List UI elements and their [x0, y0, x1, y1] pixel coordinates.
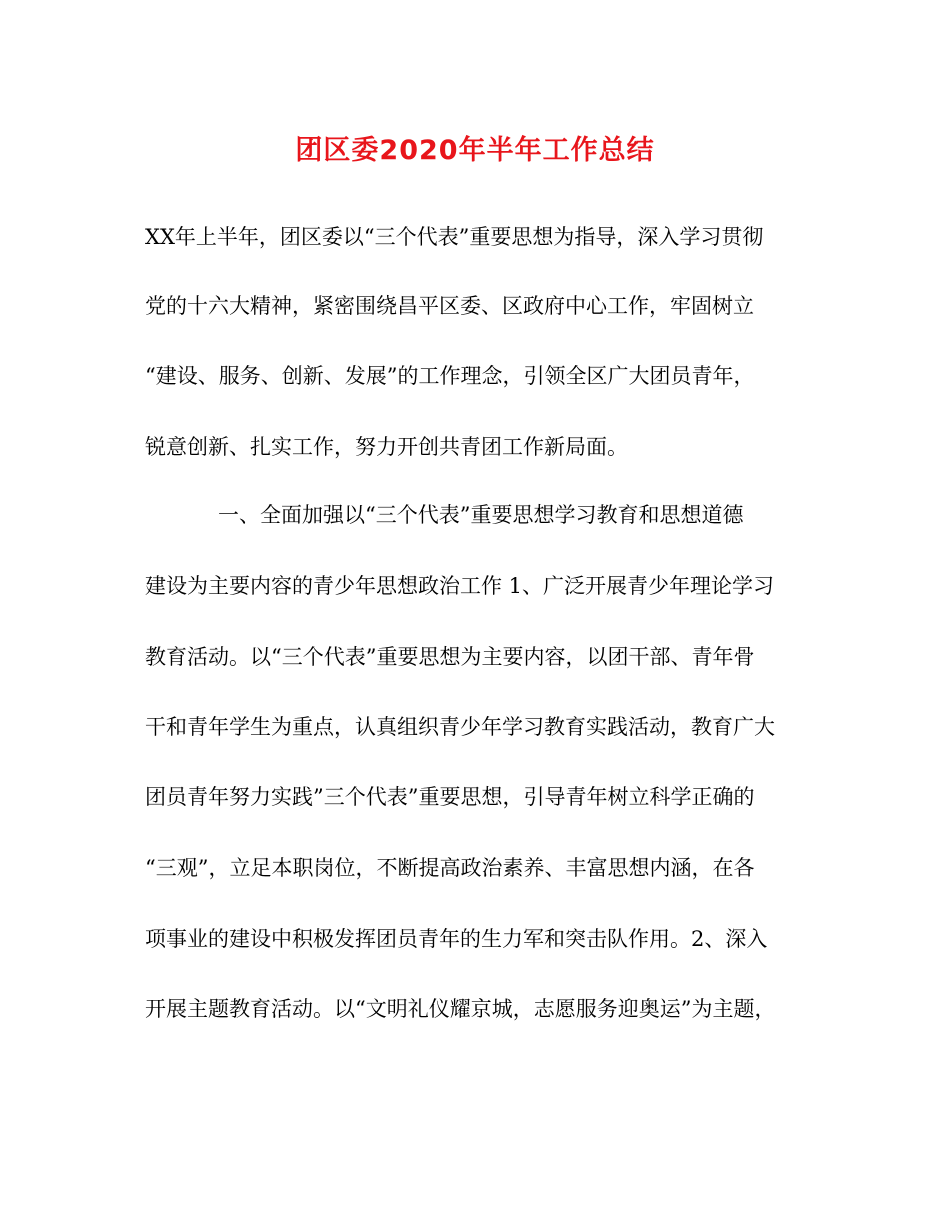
- body-line: 锐意创新、扎实工作，努力开创共青团工作新局面。: [145, 435, 628, 459]
- body-line: 干和青年学生为重点，认真组织青少年学习教育实践活动，教育广大: [145, 715, 775, 739]
- body-line: 团员青年努力实践”三个代表”重要思想，引导青年树立科学正确的: [145, 785, 755, 809]
- body-line: 教育活动。以“三个代表”重要思想为主要内容，以团干部、青年骨: [145, 645, 755, 669]
- body-line: XX年上半年，团区委以“三个代表”重要思想为指导，深入学习贯彻: [145, 225, 764, 249]
- body-line: “建设、服务、创新、发展”的工作理念，引领全区广大团员青年，: [145, 364, 755, 388]
- body-line: 项事业的建设中积极发挥团员青年的生力军和突击队作用。2、深入: [145, 927, 768, 951]
- document-title: 团区委2020年半年工作总结: [295, 135, 655, 166]
- body-line: 一、全面加强以“三个代表”重要思想学习教育和思想道德: [218, 503, 744, 527]
- body-line: 党的十六大精神，紧密围绕昌平区委、区政府中心工作，牢固树立: [145, 294, 754, 318]
- body-line: 建设为主要内容的青少年思想政治工作 1、广泛开展青少年理论学习: [145, 574, 775, 598]
- body-line: “三观”，立足本职岗位，不断提高政治素养、丰富思想内涵，在各: [145, 856, 755, 880]
- body-line: 开展主题教育活动。以“文明礼仪耀京城，志愿服务迎奥运”为主题，: [145, 997, 776, 1021]
